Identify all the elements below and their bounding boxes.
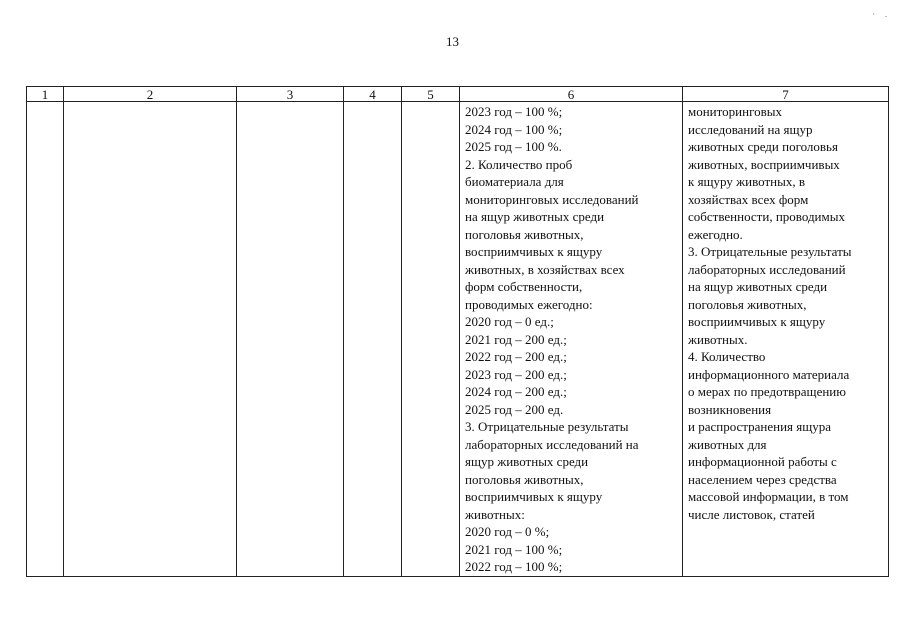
- text-line: поголовья животных,: [465, 471, 584, 487]
- text-line: форм собственности,: [465, 279, 583, 294]
- text-line: 3. Отрицательные результаты: [688, 244, 852, 259]
- text-line: животных.: [688, 331, 748, 347]
- text-line: 3. Отрицательные результаты: [465, 419, 629, 434]
- text-line: ежегодно.: [688, 226, 743, 242]
- cell-col-6: [460, 102, 683, 577]
- text-line: мониторинговых: [688, 104, 782, 119]
- cell-col-4: [344, 102, 402, 577]
- text-line: населением через средства: [688, 471, 837, 487]
- text-line: на ящур животных среди: [688, 279, 828, 294]
- column-header-2: 2: [64, 87, 237, 102]
- text-line: 2021 год – 100 %;: [465, 541, 563, 557]
- text-line: 2. Количество проб: [465, 156, 573, 172]
- text-line: информационного материала: [688, 366, 850, 382]
- text-line: восприимчивых к ящуру: [465, 244, 603, 259]
- column-header-4: 4: [344, 87, 402, 102]
- text-line: собственности, проводимых: [688, 209, 845, 224]
- table-header-row: [27, 87, 889, 102]
- column-header-5: 5: [402, 87, 460, 102]
- text-line: хозяйствах всех форм: [688, 191, 809, 207]
- cell-col-3: [237, 102, 344, 577]
- text-line: поголовья животных,: [465, 226, 584, 242]
- text-line: животных, восприимчивых: [688, 156, 840, 172]
- text-line: животных среди поголовья: [688, 139, 838, 154]
- text-line: лабораторных исследований: [688, 261, 846, 277]
- text-line: восприимчивых к ящуру: [465, 489, 603, 504]
- column-header-3: 3: [237, 87, 344, 102]
- text-line: биоматериала для: [465, 174, 564, 189]
- text-line: 2023 год – 100 %;: [465, 104, 563, 119]
- text-line: проводимых ежегодно:: [465, 296, 593, 312]
- text-line: лабораторных исследований на: [465, 436, 639, 452]
- cell-col-5: [402, 102, 460, 577]
- text-line: животных для: [688, 436, 767, 452]
- cell-col-7: [683, 102, 889, 577]
- document-table: [26, 86, 889, 577]
- indicators-text: [460, 102, 682, 576]
- column-header-7: 7: [683, 87, 889, 102]
- text-line: животных:: [465, 506, 525, 522]
- text-line: возникновения: [688, 401, 772, 417]
- text-line: на ящур животных среди: [465, 209, 605, 224]
- scan-specks: · .: [872, 10, 891, 19]
- text-line: 4. Количество: [688, 349, 766, 364]
- text-line: к ящуру животных, в: [688, 174, 805, 189]
- text-line: 2023 год – 200 ед.;: [465, 366, 567, 382]
- text-line: 2024 год – 200 ед.;: [465, 384, 567, 399]
- text-line: 2024 год – 100 %;: [465, 121, 563, 137]
- column-header-6: 6: [460, 87, 683, 102]
- text-line: животных, в хозяйствах всех: [465, 261, 625, 277]
- text-line: 2022 год – 200 ед.;: [465, 349, 567, 364]
- text-line: о мерах по предотвращению: [688, 384, 846, 399]
- text-line: ящур животных среди: [465, 454, 589, 469]
- text-line: исследований на ящур: [688, 121, 813, 137]
- text-line: 2025 год – 100 %.: [465, 139, 562, 154]
- column-header-1: 1: [27, 87, 64, 102]
- text-line: числе листовок, статей: [688, 506, 815, 522]
- text-line: 2021 год – 200 ед.;: [465, 331, 567, 347]
- text-line: 2022 год – 100 %;: [465, 559, 563, 574]
- text-line: информационной работы с: [688, 454, 837, 469]
- cell-col-2: [64, 102, 237, 577]
- text-line: мониторинговых исследований: [465, 191, 639, 207]
- page-number: 13: [446, 34, 459, 49]
- text-line: восприимчивых к ящуру: [688, 314, 826, 329]
- text-line: 2025 год – 200 ед.: [465, 401, 564, 417]
- results-text: [683, 102, 888, 523]
- text-line: 2020 год – 0 %;: [465, 524, 550, 539]
- cell-col-1: [27, 102, 64, 577]
- text-line: и распространения ящура: [688, 419, 832, 434]
- text-line: поголовья животных,: [688, 296, 807, 312]
- text-line: 2020 год – 0 ед.;: [465, 314, 554, 329]
- text-line: массовой информации, в том: [688, 489, 849, 504]
- table-row: [27, 102, 889, 577]
